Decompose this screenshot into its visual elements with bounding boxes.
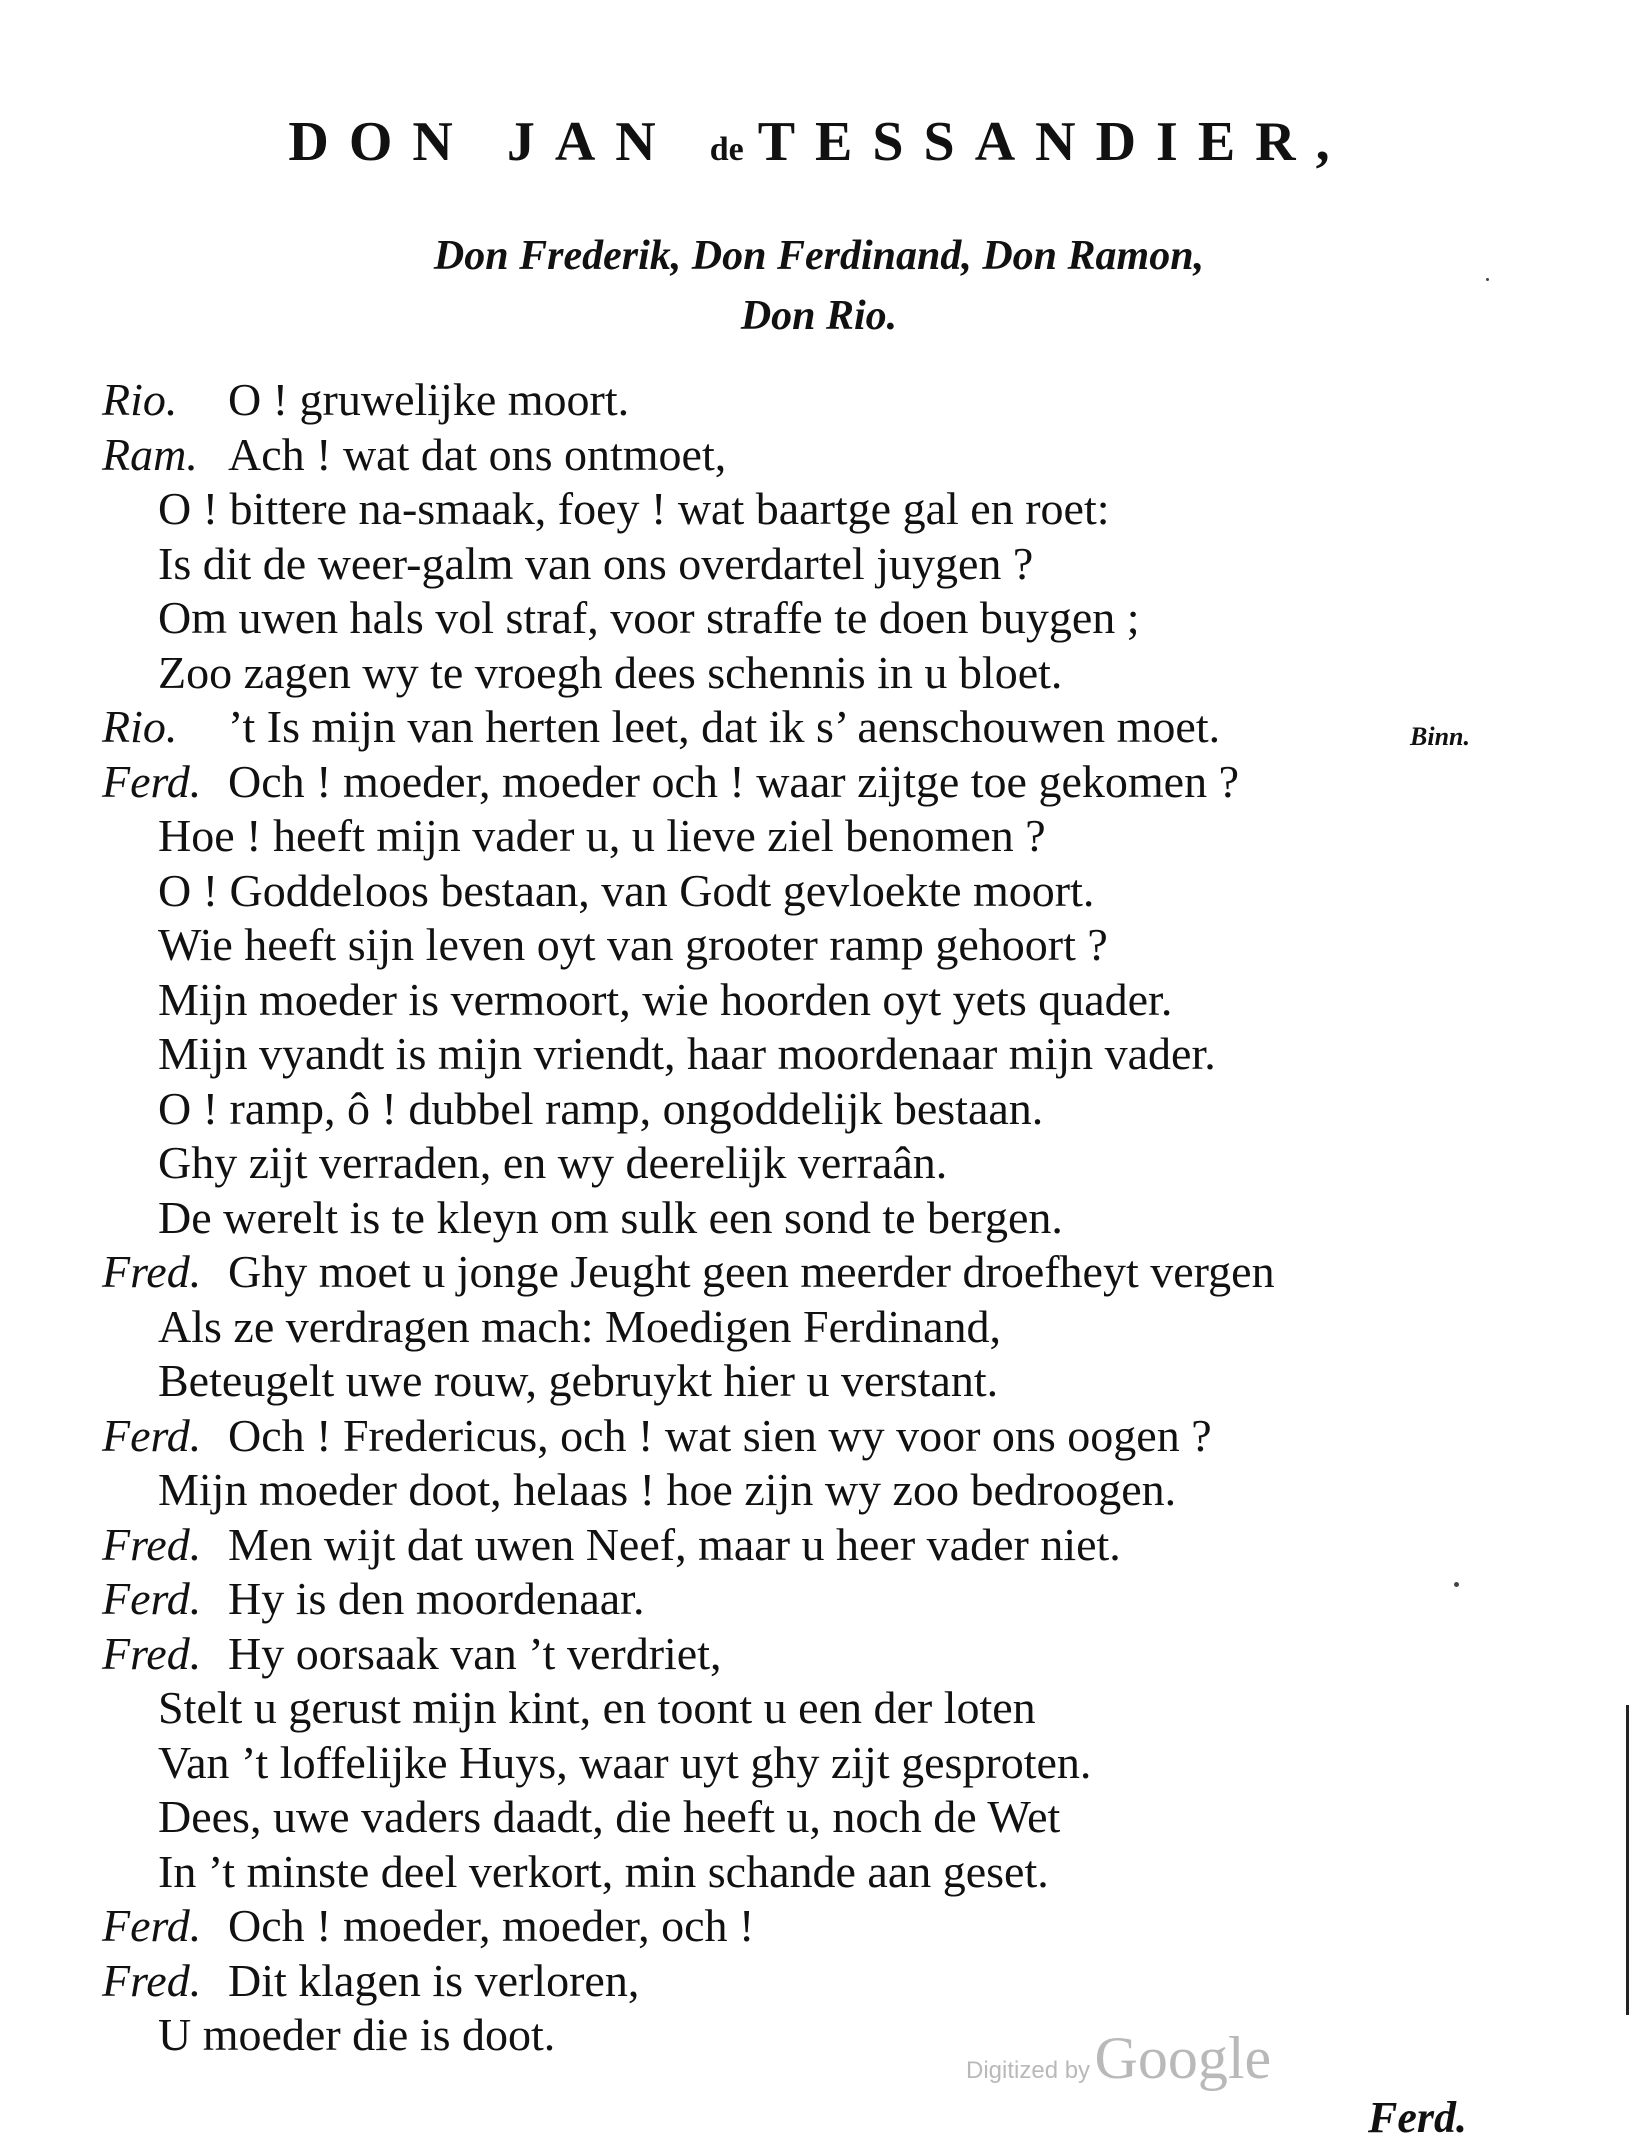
verse-text: Och ! Fredericus, och ! wat sien wy voor ons oogen ? <box>228 1409 1212 1461</box>
verse-text: Mijn vyandt is mijn vriendt, haar moordenaar mijn vader. <box>158 1028 1216 1079</box>
ink-speck <box>1454 1582 1459 1587</box>
verse-text: Mijn moeder is vermoort, wie hoorden oyt yets quader. <box>158 973 1173 1025</box>
verse-text: Hy oorsaak van ’t verdriet, <box>228 1627 722 1679</box>
speaker-label: Ferd. <box>102 755 202 807</box>
cast-list-line-1: Don Frederik, Don Ferdinand, Don Ramon, <box>433 233 1205 279</box>
verse-text: Is dit de weer-galm van ons overdartel juygen ? <box>158 537 1034 589</box>
speaker-label: Fred. <box>102 1246 202 1297</box>
verse-text: Dit klagen is verloren, <box>228 1954 640 2006</box>
verse-text: O ! bittere na-smaak, foey ! wat baartge gal en roet: <box>158 483 1110 534</box>
speaker-label: Ferd. <box>102 1409 202 1461</box>
verse-text: Wie heeft sijn leven oyt van grooter ramp gehoort ? <box>158 919 1108 970</box>
verse-text: O ! ramp, ô ! dubbel ramp, ongoddelijk bestaan. <box>158 1082 1044 1134</box>
speaker-label: Rio. <box>102 374 178 425</box>
verse-text: Hy is den moordenaar. <box>228 1573 645 1624</box>
verse-text: Dees, uwe vaders daadt, die heeft u, noch de Wet <box>158 1791 1061 1842</box>
watermark-small-text: Digitized by <box>966 2057 1091 2084</box>
verse-text: Om uwen hals vol straf, voor straffe te doen buygen ; <box>158 592 1140 643</box>
verse-text: Och ! moeder, moeder och ! waar zijtge toe gekomen ? <box>228 755 1239 807</box>
watermark-logo-text: Google <box>1094 2025 1272 2091</box>
verse-text: De werelt is te kleyn om sulk een sond te bergen. <box>158 1191 1063 1243</box>
ink-speck <box>1486 278 1489 281</box>
verse-text: Beteugelt uwe rouw, gebruykt hier u verstant. <box>158 1355 999 1406</box>
stage-direction: Binn. <box>1410 722 1470 751</box>
speaker-label: Ram. <box>102 428 198 480</box>
speaker-label: Fred. <box>102 1518 202 1570</box>
header-title-part2: TESSANDIER, <box>757 111 1350 173</box>
verse-text: In ’t minste deel verkort, min schande aan geset. <box>158 1845 1049 1897</box>
verse-text: Ghy zijt verraden, en wy deerelijk verraân. <box>158 1137 948 1188</box>
header-title-de: de <box>709 131 744 168</box>
page-header <box>0 110 1638 174</box>
verse-text: Hoe ! heeft mijn vader u, u lieve ziel benomen ? <box>158 810 1046 861</box>
header-title-part1: DON JAN <box>288 111 676 173</box>
speaker-label: Fred. <box>102 1627 202 1679</box>
verse-text: Ghy moet u jonge Jeught geen meerder droefheyt vergen <box>228 1246 1275 1297</box>
verse-text: Stelt u gerust mijn kint, en toont u een der loten <box>158 1682 1036 1733</box>
verse-text: Ach ! wat dat ons ontmoet, <box>228 428 727 480</box>
speaker-label: Rio. <box>102 701 178 752</box>
digitized-watermark <box>966 2024 1271 2093</box>
verse-text: Zoo zagen wy te vroegh dees schennis in u bloet. <box>158 646 1063 698</box>
verse-text: ’t Is mijn van herten leet, dat ik s’ aenschouwen moet. <box>228 701 1221 752</box>
verse-text: Och ! moeder, moeder, och ! <box>228 1900 755 1951</box>
catchword: Ferd. <box>1368 2093 1467 2142</box>
verse-text: Men wijt dat uwen Neef, maar u heer vader niet. <box>228 1518 1121 1570</box>
verse-text: O ! gruwelijke moort. <box>228 374 630 425</box>
verse-text: Als ze verdragen mach: Moedigen Ferdinand, <box>158 1300 1002 1352</box>
cast-list-line-2: Don Rio. <box>740 293 898 339</box>
speaker-label: Ferd. <box>102 1900 202 1951</box>
verse-text: U moeder die is doot. <box>158 2009 556 2060</box>
speaker-label: Ferd. <box>102 1573 202 1624</box>
verse-text: Mijn moeder doot, helaas ! hoe zijn wy zoo bedroogen. <box>158 1464 1177 1515</box>
verse-text: Van ’t loffelijke Huys, waar uyt ghy zijt gesproten. <box>158 1736 1092 1788</box>
page-edge-rule <box>1626 1705 1629 2015</box>
speaker-label: Fred. <box>102 1954 202 2006</box>
verse-text: O ! Goddeloos bestaan, van Godt gevloekte moort. <box>158 864 1095 916</box>
